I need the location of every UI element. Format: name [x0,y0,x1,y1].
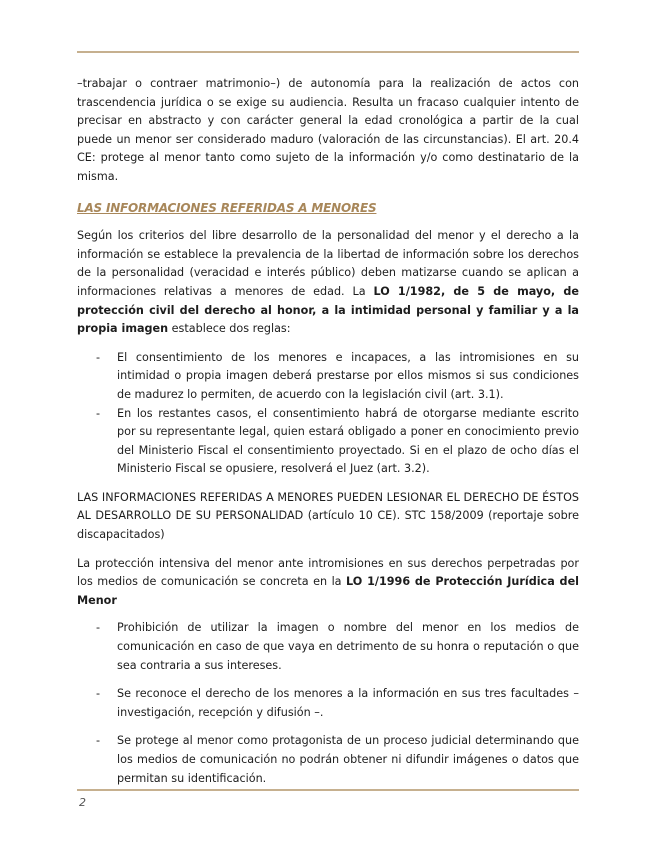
lo-1982-citation: LO 1/1982, de 5 de mayo, de protección civil del derecho al honor, a la intimidad personal y familiar y a la propia imagen [77,284,579,336]
list-marker: - [96,687,101,701]
paragraph-intro: –trabajar o contraer matrimonio–) de autonomía para la realización de actos con trascendencia jurídica o se exige su audiencia. Resulta un fracaso cualquier intento de precisar en abstracto y con carácter general la edad cronológica a partir de la cual puede un menor ser considerado maduro (valoración de las circunstancias). El art. 20.4 CE: protege al menor tanto como sujeto de la información y/o como destinatario de la misma. [77,77,579,183]
list-item [77,619,579,675]
paragraph-lo-1982 [77,227,579,339]
document-body [77,75,579,798]
footer-rule [77,789,579,791]
list-marker: - [96,734,101,748]
paragraph-lo-1996-text-a: La protección intensiva del menor ante intromisiones en sus derechos perpetradas por los medios de comunicación se concreta en la [77,556,579,589]
list-item [77,349,579,405]
list-item-text: El consentimiento de los menores e incapaces, a las intromisiones en su intimidad o propia imagen deberá prestarse por ellos mismos si sus condiciones de madurez lo permiten, de acuerdo con la legislación civil (art. 3.1). [117,350,579,401]
list-item-text: Se protege al menor como protagonista de un proceso judicial determinando que los medios de comunicación no podrán obtener ni difundir imágenes o datos que permitan su identificación. [117,734,579,785]
paragraph-personalidad: LAS INFORMACIONES REFERIDAS A MENORES PUEDEN LESIONAR EL DERECHO DE ÉSTOS AL DESARROLLO DE SU PERSONALIDAD (artículo 10 CE). STC 158/2009 (reportaje sobre discapacitados) [77,490,579,542]
list-item [77,685,579,722]
list-item [77,732,579,788]
list-item [77,405,579,479]
section-heading: LAS INFORMACIONES REFERIDAS A MENORES [77,200,377,215]
list-marker: - [96,621,101,635]
list-item-text: Prohibición de utilizar la imagen o nombre del menor en los medios de comunicación en caso de que vaya en detrimento de su honra o reputación o que sea contraria a sus intereses. [117,621,579,672]
header-rule [77,51,579,53]
protection-list [77,619,579,788]
list-marker: - [96,406,101,420]
list-marker: - [96,350,101,364]
paragraph-lo-1996 [77,555,579,611]
paragraph-lo-1982-text-a: Según los criterios del libre desarrollo de la personalidad del menor y el derecho a la información se establece la prevalencia de la libertad de información sobre los derechos de la personalidad (veracidad e interés público) deben matizarse cuando se aplican a informaciones relativas a menores de edad. La [77,229,579,298]
paragraph-lo-1982-text-c: establece dos reglas: [168,322,291,336]
page-number: 2 [79,796,86,809]
list-item-text: Se reconoce el derecho de los menores a la información en sus tres facultades –investigación, recepción y difusión –. [117,687,579,719]
list-item-text: En los restantes casos, el consentimiento habrá de otorgarse mediante escrito por su representante legal, quien estará obligado a poner en conocimiento previo del Ministerio Fiscal el consentimiento proyectado. Si en el plazo de ocho días el Ministerio Fiscal se opusiere, resolverá el Juez (art. 3.2). [117,406,579,476]
lo-1996-citation: LO 1/1996 de Protección Jurídica del Menor [77,575,579,607]
rules-list [77,349,579,479]
